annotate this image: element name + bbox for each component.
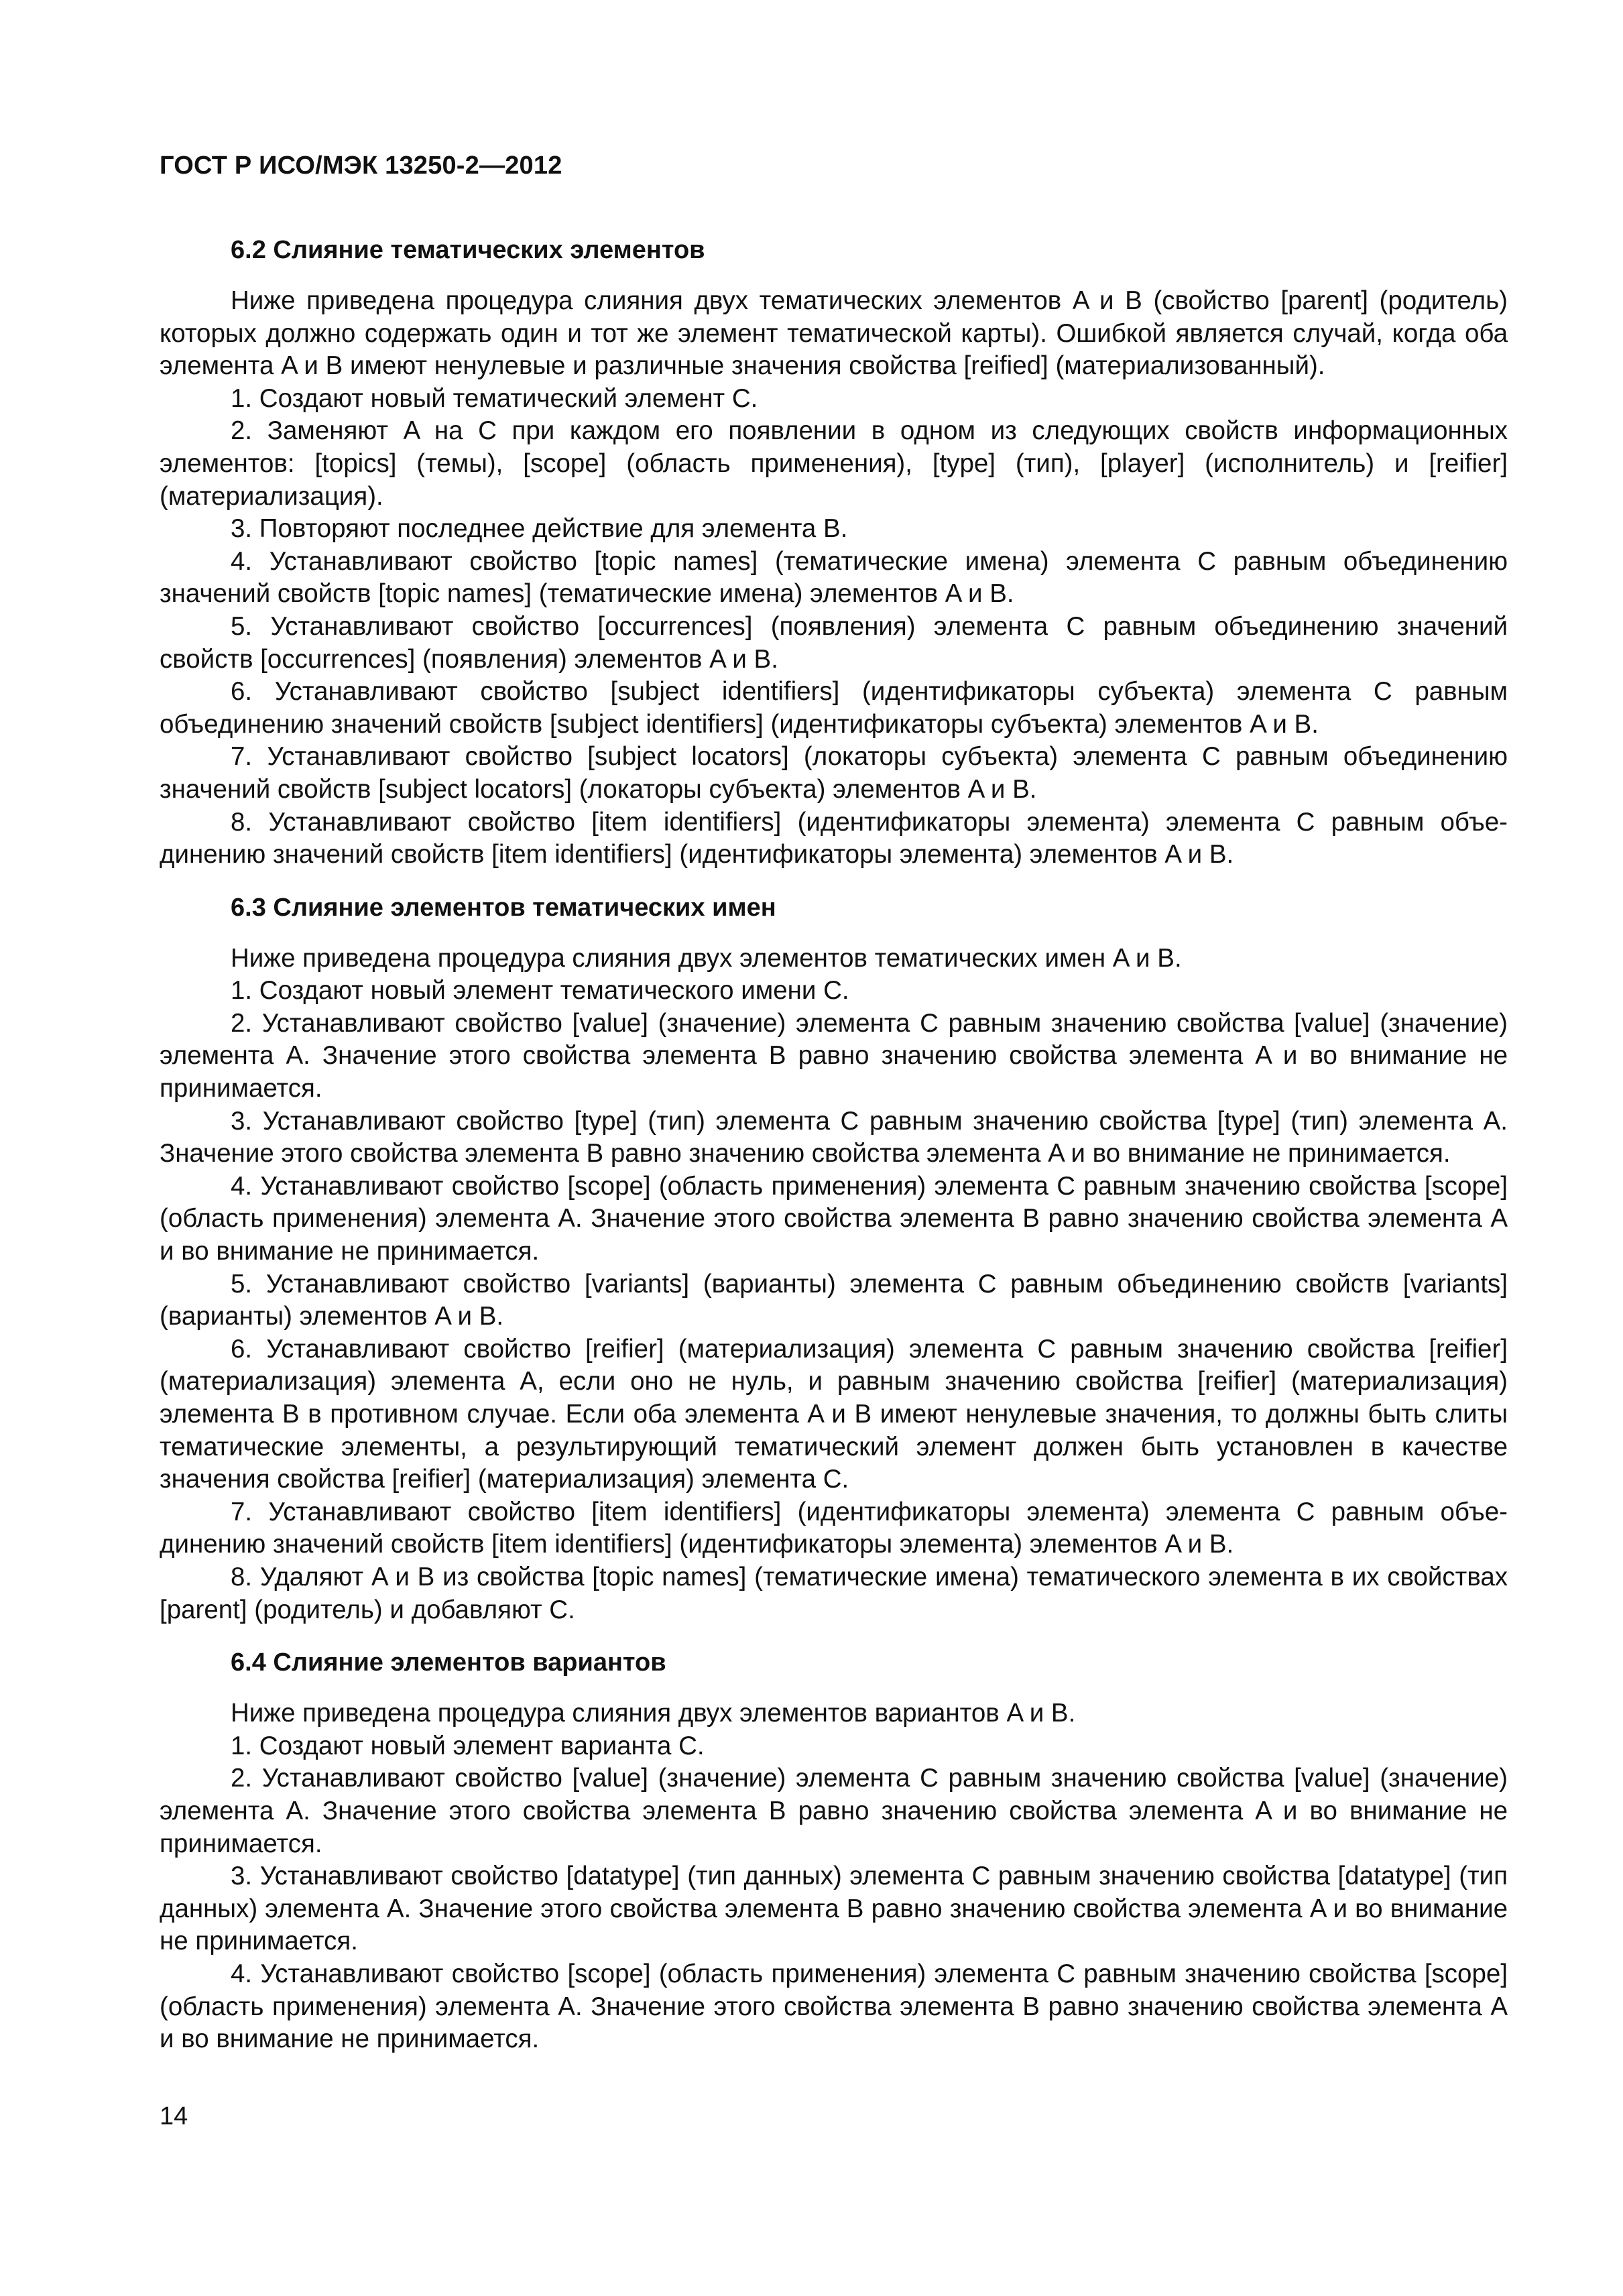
paragraph: 1. Создают новый тематический элемент C.	[231, 383, 758, 413]
paragraph: 8. Удаляют A и B из свойства [topic names] (тематические имена) тематического элемента в их свойствах [parent] (родитель) и добавляют C.	[160, 1562, 1508, 1624]
section-6-3	[160, 892, 1508, 1626]
paragraph: 7. Устанавливают свойство [item identifiers] (идентификаторы элемента) элемента C равным объединению значений свойств [item identifiers] (идентификаторы элемента) элементов A и B.	[160, 1497, 1508, 1559]
paragraph: Ниже приведена процедура слияния двух элементов тематических имен A и B.	[231, 943, 1182, 973]
paragraph: 4. Устанавливают свойство [scope] (область применения) элемента C равным значению свойства [scope] (область применения) элемента A. Значение этого свойства элемента B равно значению свойства элемента A и во внимание не принимается.	[160, 1959, 1508, 2054]
paragraph: 5. Устанавливают свойство [variants] (варианты) элемента C равным объединению свойств [variants] (варианты) элементов A и B.	[160, 1269, 1508, 1331]
paragraph: 2. Устанавливают свойство [value] (значение) элемента C равным значению свойства [value] (значение) элемента A. Значение этого свойства элемента B равно значению свойства элемента A и во внимание не принимается.	[160, 1764, 1508, 1858]
paragraph: Ниже приведена процедура слияния двух тематических элементов A и B (свойство [parent] (родитель) которых должно содержать один и тот же элемент тематической карты). Ошибкой является случай, когда оба элемента A и B имеют ненулевые и различные значения свойства [reified] (материализованный).	[160, 286, 1508, 381]
paragraph: Ниже приведена процедура слияния двух элементов вариантов A и B.	[231, 1699, 1076, 1728]
section-6-4	[160, 1646, 1508, 2056]
paragraph: 2. Заменяют A на C при каждом его появлении в одном из следующих свойств информационных элементов: [topics] (темы), [scope] (область применения), [type] (тип), [player] (исполнитель) и [reifier] (материализация).	[160, 416, 1508, 511]
paragraph: 1. Создают новый элемент тематического имени C.	[231, 976, 849, 1006]
paragraph: 1. Создают новый элемент варианта C.	[231, 1731, 705, 1760]
section-title: 6.2 Слияние тематических элементов	[231, 236, 705, 264]
section-6-2	[160, 234, 1508, 871]
paragraph: 3. Устанавливают свойство [datatype] (тип данных) элемента C равным значению свойства [datatype] (тип данных) элемента A. Значение этого свойства элемента B равно значению свойства элемента A и во внимание не принимается.	[160, 1862, 1508, 1956]
page-number: 14	[160, 2102, 188, 2130]
paragraph: 2. Устанавливают свойство [value] (значение) элемента C равным значению свойства [value] (значение) элемента A. Значение этого свойства элемента B равно значению свойства элемента A и во внимание не принимается.	[160, 1008, 1508, 1103]
paragraph: 3. Повторяют последнее действие для элемента B.	[231, 514, 848, 544]
paragraph: 4. Устанавливают свойство [topic names] (тематические имена) элемента C равным объединению значений свойств [topic names] (тематические имена) элементов A и B.	[160, 546, 1508, 609]
paragraph: 7. Устанавливают свойство [subject locators] (локаторы субъекта) элемента C равным объединению значений свойств [subject locators] (локаторы субъекта) элементов A и B.	[160, 742, 1508, 804]
section-title: 6.4 Слияние элементов вариантов	[231, 1648, 666, 1677]
paragraph: 6. Устанавливают свойство [reifier] (материализация) элемента C равным значению свойства [reifier] (материализация) элемента A, если оно не нуль, и равным значению свойства [reifier] (материализация) элемента B в противном случае. Если оба элемента A и B имеют ненулевые значения, то должны быть слиты тематические элементы, а результирующий тематический элемент должен быть установлен в качестве значения свойства [reifier] (материализация) элемента C.	[160, 1334, 1508, 1494]
paragraph: 4. Устанавливают свойство [scope] (область применения) элемента C равным значению свойства [scope] (область применения) элемента A. Значение этого свойства элемента B равно значению свойства элемента A и во внимание не принимается.	[160, 1171, 1508, 1266]
paragraph: 6. Устанавливают свойство [subject identifiers] (идентификаторы субъекта) элемента C равным объединению значений свойств [subject identifiers] (идентификаторы субъекта) элементов A и B.	[160, 677, 1508, 739]
paragraph: 3. Устанавливают свойство [type] (тип) элемента C равным значению свойства [type] (тип) элемента A. Значение этого свойства элемента B равно значению свойства элемента A и во внимание не принимается.	[160, 1106, 1508, 1168]
paragraph: 8. Устанавливают свойство [item identifiers] (идентификаторы элемента) элемента C равным объединению значений свойств [item identifiers] (идентификаторы элемента) элементов A и B.	[160, 807, 1508, 869]
paragraph: 5. Устанавливают свойство [occurrences] (появления) элемента C равным объединению значений свойств [occurrences] (появления) элементов A и B.	[160, 611, 1508, 674]
document-header: ГОСТ Р ИСО/МЭК 13250-2—2012	[160, 152, 562, 180]
section-title: 6.3 Слияние элементов тематических имен	[231, 893, 776, 922]
